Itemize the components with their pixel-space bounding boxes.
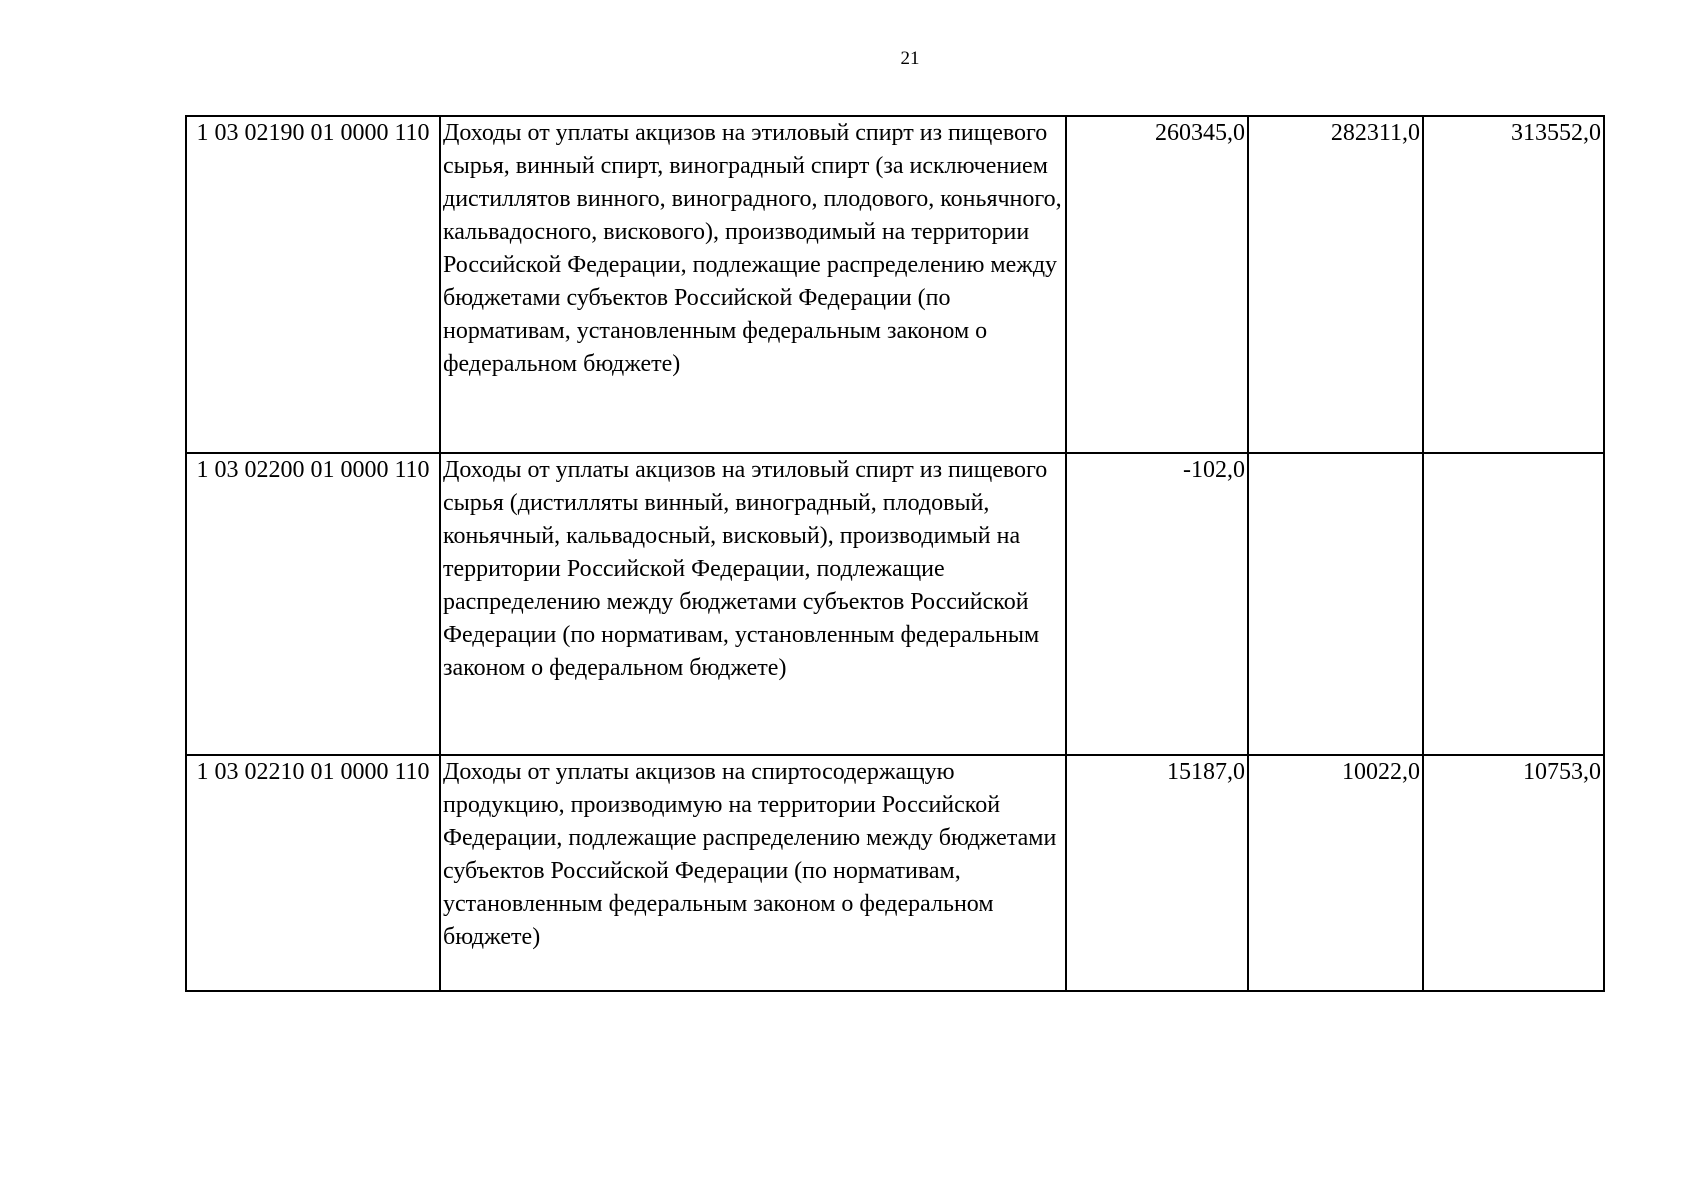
amount-cell-1: -102,0 xyxy=(1066,453,1248,755)
amount-cell-3: 10753,0 xyxy=(1423,755,1604,991)
amount-cell-2 xyxy=(1248,453,1423,755)
table-row xyxy=(186,755,1604,991)
description-cell: Доходы от уплаты акцизов на этиловый спирт из пищевого сырья, винный спирт, виноградный спирт (за исключением дистиллятов винного, виноградного, плодового, коньячного, кальвадосного, вискового), производимый на территории Российской Федерации, подлежащие распределению между бюджетами субъектов Российской Федерации (по нормативам, установленным федеральным законом о федеральном бюджете) xyxy=(440,116,1066,453)
budget-code-cell: 1 03 02190 01 0000 110 xyxy=(186,116,440,453)
budget-code-cell: 1 03 02200 01 0000 110 xyxy=(186,453,440,755)
amount-cell-1: 15187,0 xyxy=(1066,755,1248,991)
table-row xyxy=(186,116,1604,453)
amount-cell-3: 313552,0 xyxy=(1423,116,1604,453)
amount-cell-2: 10022,0 xyxy=(1248,755,1423,991)
table-row xyxy=(186,453,1604,755)
revenue-table xyxy=(185,115,1605,992)
amount-cell-1: 260345,0 xyxy=(1066,116,1248,453)
description-cell: Доходы от уплаты акцизов на спиртосодержащую продукцию, производимую на территории Российской Федерации, подлежащие распределению между бюджетами субъектов Российской Федерации (по нормативам, установленным федеральным законом о федеральном бюджете) xyxy=(440,755,1066,991)
amount-cell-2: 282311,0 xyxy=(1248,116,1423,453)
page-number: 21 xyxy=(900,48,920,69)
description-cell: Доходы от уплаты акцизов на этиловый спирт из пищевого сырья (дистилляты винный, виноградный, плодовый, коньячный, кальвадосный, висковый), производимый на территории Российской Федерации, подлежащие распределению между бюджетами субъектов Российской Федерации (по нормативам, установленным федеральным законом о федеральном бюджете) xyxy=(440,453,1066,755)
amount-cell-3 xyxy=(1423,453,1604,755)
budget-code-cell: 1 03 02210 01 0000 110 xyxy=(186,755,440,991)
